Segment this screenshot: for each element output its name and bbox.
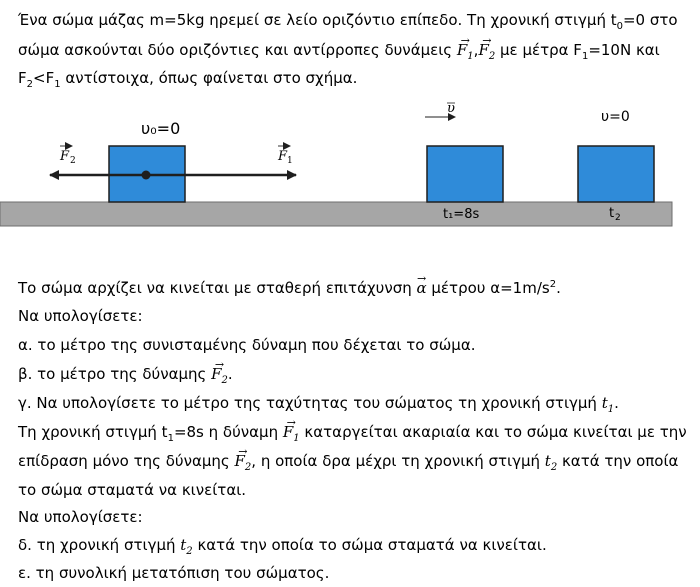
symbol-t2: $t_2$	[180, 536, 193, 557]
superscript-2: 2	[549, 279, 557, 290]
f2-label	[59, 146, 76, 166]
question-c	[18, 389, 686, 417]
body-text: γ. Να υπολογίσετε το μέτρο της ταχύτητας του σώματος τη χρονική στιγμή	[18, 394, 602, 412]
physics-diagram	[0, 100, 700, 235]
f2-subscript: 2	[26, 79, 34, 90]
intro-line-1	[18, 6, 686, 34]
svg-text:1: 1	[287, 156, 293, 166]
question-d	[18, 531, 686, 559]
paragraph-t1	[18, 418, 686, 446]
body-text: , η οποία δρα μέχρι τη χρονική στιγμή	[251, 452, 545, 470]
body-text: Το σώμα αρχίζει να κινείται με σταθερή επιτάχυνση	[18, 279, 417, 297]
body-text: .	[227, 365, 233, 383]
u0-label: υ₀=0	[141, 119, 181, 138]
intro-text: σώμα ασκούνται δύο οριζόντιες και αντίρροπες δυνάμεις	[18, 41, 457, 59]
body-text: επίδραση μόνο της δύναμης	[18, 452, 235, 470]
t1-subscript: 1	[167, 433, 174, 444]
velocity-label	[425, 101, 455, 117]
vector-f1: → $F_1$	[283, 418, 300, 446]
f1-label	[277, 146, 293, 166]
question-e: ε. τη συνολική μετατόπιση του σώματος.	[18, 564, 330, 582]
intro-text: <F	[33, 69, 55, 87]
svg-text:2: 2	[70, 156, 76, 166]
vector-f2: → $F_2$	[478, 36, 495, 64]
body-text: =8s η δύναμη	[173, 423, 283, 441]
question-a: α. το μέτρο της συνισταμένης δύναμη που δέχεται το σώμα.	[18, 336, 476, 354]
intro-text: με μέτρα F	[495, 41, 582, 59]
body-text: μέτρου α=1m/s	[426, 279, 550, 297]
intro-text: =10N και	[588, 41, 660, 59]
symbol-t1: $t_1$	[601, 394, 615, 415]
vector-f2: → $F_2$	[234, 447, 251, 475]
f1-subscript: 1	[581, 51, 589, 62]
center-of-mass-dot	[142, 171, 151, 180]
block-at-t2	[578, 146, 654, 202]
t0-subscript: 0	[616, 21, 623, 32]
svg-text:F: F	[278, 149, 288, 164]
intro-text: F	[18, 69, 27, 87]
vector-f2: → $F_2$	[211, 360, 228, 388]
svg-text:υ: υ	[447, 101, 455, 116]
body-text: κατά την οποία	[557, 452, 679, 470]
body-text: Τη χρονική στιγμή t	[18, 423, 168, 441]
intro-text: αντίστοιχα, όπως φαίνεται στο σχήμα.	[60, 69, 358, 87]
body-text: β. το μέτρο της δύναμης	[18, 365, 212, 383]
intro-line-3	[18, 64, 686, 92]
intro-text: Ένα σώμα μάζας m=5kg ηρεμεί σε λείο οριζόντιο επίπεδο. Τη χρονική στιγμή t	[18, 11, 617, 29]
symbol-t2: $t_2$	[544, 452, 558, 473]
body-text: δ. τη χρονική στιγμή	[18, 536, 181, 554]
svg-text:t: t	[609, 206, 615, 221]
u-zero-label: υ=0	[601, 109, 630, 125]
paragraph-f2-only	[18, 447, 686, 475]
body-text: .	[556, 279, 561, 297]
compute-heading-2: Να υπολογίσετε:	[18, 508, 143, 526]
comma: ,	[473, 41, 479, 59]
intro-text: =0 στο	[622, 11, 678, 29]
vector-a: → α	[416, 274, 426, 302]
block-at-t1	[427, 146, 503, 202]
acceleration-statement	[18, 274, 686, 302]
compute-heading-1: Να υπολογίσετε:	[18, 307, 143, 325]
intro-line-2	[18, 36, 686, 64]
body-text: καταργείται ακαριαία και το σώμα κινείται με την	[299, 423, 687, 441]
svg-text:2: 2	[615, 213, 621, 223]
body-text: .	[614, 394, 619, 412]
vector-f1: → $F_1$	[457, 36, 474, 64]
question-b	[18, 360, 686, 388]
ground-surface	[0, 202, 672, 226]
svg-text:F: F	[60, 149, 70, 164]
t1-label: t₁=8s	[443, 207, 480, 222]
f1-subscript: 1	[54, 79, 61, 90]
body-text: κατά την οποία το σώμα σταματά να κινείται.	[192, 536, 547, 554]
paragraph-stops: το σώμα σταματά να κινείται.	[18, 481, 247, 499]
